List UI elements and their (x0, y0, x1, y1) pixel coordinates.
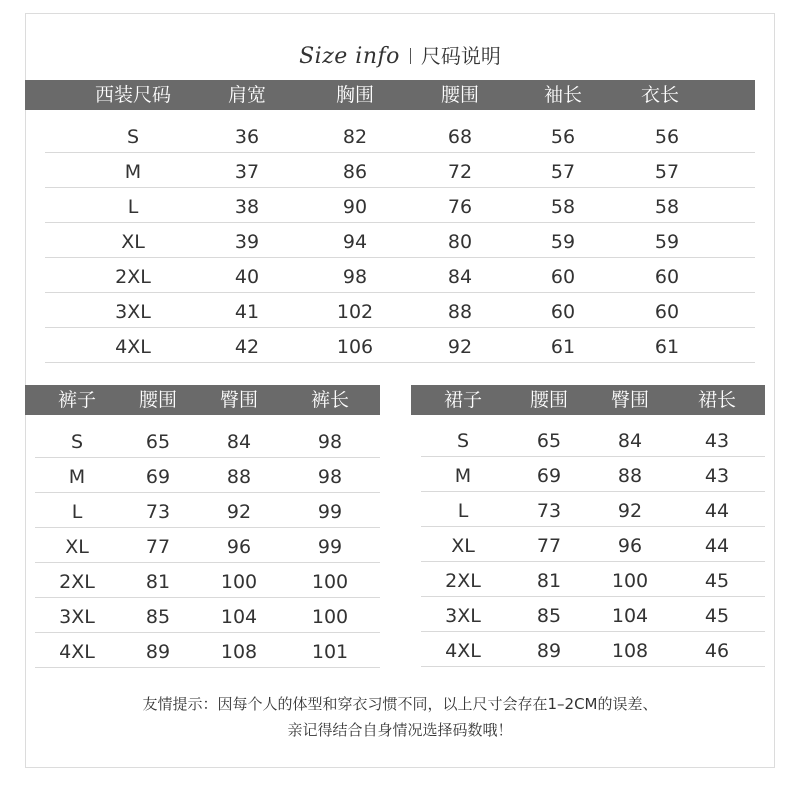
header-cell: 腰围 (529, 389, 569, 411)
measure-cell: 60 (654, 266, 680, 288)
title-cn: 尺码说明 (420, 44, 501, 68)
table-row (45, 293, 755, 328)
measure-cell: 84 (617, 430, 643, 452)
measure-cell: 73 (536, 500, 562, 522)
size-cell: L (127, 196, 139, 218)
measure-cell: 100 (311, 606, 349, 628)
size-cell: 4XL (115, 336, 151, 358)
measure-cell: 86 (342, 161, 368, 183)
measure-cell: 84 (447, 266, 473, 288)
table-row (45, 153, 755, 188)
size-cell: M (124, 161, 142, 183)
size-cell: L (71, 501, 83, 523)
pants-table-header (25, 385, 380, 415)
measure-cell: 37 (234, 161, 260, 183)
measure-cell: 58 (550, 196, 576, 218)
measure-cell: 36 (234, 126, 260, 148)
size-cell: 3XL (115, 301, 151, 323)
size-cell: 4XL (59, 641, 95, 663)
measure-cell: 45 (704, 605, 730, 627)
measure-cell: 44 (704, 535, 730, 557)
measure-cell: 98 (342, 266, 368, 288)
measure-cell: 43 (704, 430, 730, 452)
measure-cell: 60 (550, 301, 576, 323)
measure-cell: 92 (617, 500, 643, 522)
measure-cell: 57 (550, 161, 576, 183)
measure-cell: 104 (611, 605, 649, 627)
table-row (421, 422, 765, 457)
header-cell: 肩宽 (227, 84, 267, 106)
size-cell: 4XL (445, 640, 481, 662)
header-cell: 衣长 (640, 84, 680, 106)
table-row (35, 493, 380, 528)
measure-cell: 80 (447, 231, 473, 253)
title-en: Size info (299, 44, 400, 69)
measure-cell: 85 (536, 605, 562, 627)
measure-cell: 92 (447, 336, 473, 358)
measure-cell: 42 (234, 336, 260, 358)
measure-cell: 76 (447, 196, 473, 218)
header-cell: 袖长 (543, 84, 583, 106)
measure-cell: 106 (336, 336, 374, 358)
measure-cell: 43 (704, 465, 730, 487)
measure-cell: 69 (536, 465, 562, 487)
table-row (35, 598, 380, 633)
measure-cell: 81 (536, 570, 562, 592)
measure-cell: 101 (311, 641, 349, 663)
measure-cell: 96 (617, 535, 643, 557)
measure-cell: 61 (550, 336, 576, 358)
measure-cell: 59 (550, 231, 576, 253)
measure-cell: 41 (234, 301, 260, 323)
size-cell: M (454, 465, 472, 487)
header-cell: 裤子 (57, 389, 97, 411)
measure-cell: 88 (447, 301, 473, 323)
size-cell: S (70, 431, 84, 453)
table-row (35, 563, 380, 598)
measure-cell: 77 (536, 535, 562, 557)
header-cell: 臀围 (610, 389, 650, 411)
header-cell: 腰围 (440, 84, 480, 106)
header-cell: 裤长 (310, 389, 350, 411)
table-row (421, 492, 765, 527)
size-cell: 2XL (445, 570, 481, 592)
measure-cell: 82 (342, 126, 368, 148)
size-note-line-2: 亲记得结合自身情况选择码数哦！ (287, 721, 513, 739)
measure-cell: 65 (536, 430, 562, 452)
measure-cell: 56 (654, 126, 680, 148)
measure-cell: 85 (145, 606, 171, 628)
measure-cell: 90 (342, 196, 368, 218)
measure-cell: 69 (145, 466, 171, 488)
table-row (45, 258, 755, 293)
title-separator (410, 48, 411, 64)
measure-cell: 39 (234, 231, 260, 253)
measure-cell: 38 (234, 196, 260, 218)
measure-cell: 88 (226, 466, 252, 488)
suit-table-header (25, 80, 755, 110)
measure-cell: 72 (447, 161, 473, 183)
table-row (45, 118, 755, 153)
table-row (45, 328, 755, 363)
skirt-table-header (411, 385, 765, 415)
size-cell: XL (451, 535, 475, 557)
measure-cell: 100 (220, 571, 258, 593)
measure-cell: 96 (226, 536, 252, 558)
size-cell: S (456, 430, 470, 452)
measure-cell: 60 (654, 301, 680, 323)
measure-cell: 40 (234, 266, 260, 288)
measure-cell: 98 (317, 466, 343, 488)
measure-cell: 108 (611, 640, 649, 662)
measure-cell: 99 (317, 536, 343, 558)
measure-cell: 98 (317, 431, 343, 453)
table-row (421, 597, 765, 632)
measure-cell: 58 (654, 196, 680, 218)
size-cell: XL (121, 231, 145, 253)
measure-cell: 104 (220, 606, 258, 628)
size-cell: 2XL (115, 266, 151, 288)
size-cell: 3XL (445, 605, 481, 627)
table-row (421, 562, 765, 597)
header-cell: 裙长 (697, 389, 737, 411)
measure-cell: 84 (226, 431, 252, 453)
header-cell: 臀围 (219, 389, 259, 411)
measure-cell: 100 (611, 570, 649, 592)
header-cell: 腰围 (138, 389, 178, 411)
size-cell: 3XL (59, 606, 95, 628)
measure-cell: 89 (536, 640, 562, 662)
page-title (0, 40, 800, 69)
size-cell: M (68, 466, 86, 488)
measure-cell: 73 (145, 501, 171, 523)
measure-cell: 94 (342, 231, 368, 253)
measure-cell: 59 (654, 231, 680, 253)
measure-cell: 44 (704, 500, 730, 522)
size-cell: XL (65, 536, 89, 558)
table-row (35, 423, 380, 458)
size-cell: 2XL (59, 571, 95, 593)
measure-cell: 61 (654, 336, 680, 358)
table-row (35, 633, 380, 668)
header-cell: 裙子 (443, 389, 483, 411)
measure-cell: 65 (145, 431, 171, 453)
size-cell: S (126, 126, 140, 148)
table-row (421, 457, 765, 492)
header-cell: 胸围 (335, 84, 375, 106)
measure-cell: 92 (226, 501, 252, 523)
size-cell: L (457, 500, 469, 522)
measure-cell: 99 (317, 501, 343, 523)
measure-cell: 46 (704, 640, 730, 662)
measure-cell: 60 (550, 266, 576, 288)
header-cell: 西装尺码 (94, 84, 172, 106)
measure-cell: 68 (447, 126, 473, 148)
measure-cell: 89 (145, 641, 171, 663)
measure-cell: 57 (654, 161, 680, 183)
table-row (421, 632, 765, 667)
table-row (35, 528, 380, 563)
table-row (421, 527, 765, 562)
size-note-line-1: 友情提示：因每个人的体型和穿衣习惯不同，以上尺寸会存在1–2CM的误差、 (142, 695, 658, 713)
measure-cell: 100 (311, 571, 349, 593)
measure-cell: 88 (617, 465, 643, 487)
measure-cell: 77 (145, 536, 171, 558)
table-row (45, 188, 755, 223)
measure-cell: 56 (550, 126, 576, 148)
table-row (45, 223, 755, 258)
measure-cell: 102 (336, 301, 374, 323)
measure-cell: 81 (145, 571, 171, 593)
measure-cell: 108 (220, 641, 258, 663)
table-row (35, 458, 380, 493)
measure-cell: 45 (704, 570, 730, 592)
